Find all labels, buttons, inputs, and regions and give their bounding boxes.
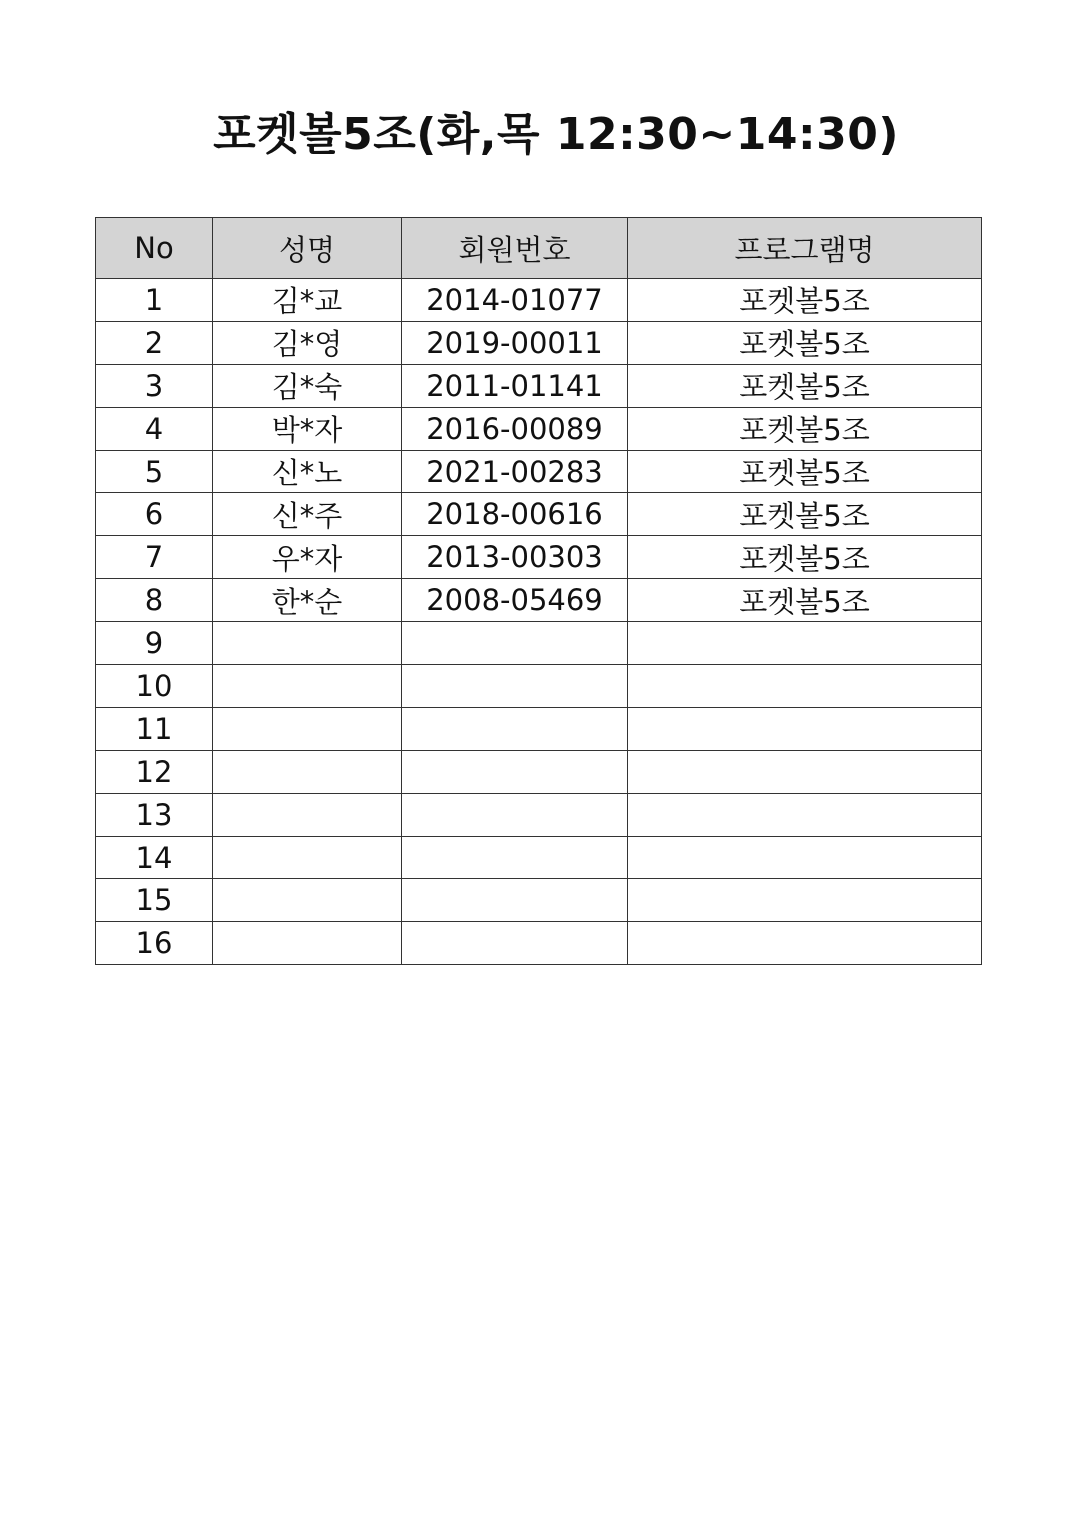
- cell-program: 포켓볼5조: [628, 321, 982, 364]
- cell-program: 포켓볼5조: [628, 536, 982, 579]
- cell-program: 포켓볼5조: [628, 493, 982, 536]
- cell-name: [213, 622, 402, 665]
- cell-name: 신*노: [213, 450, 402, 493]
- cell-name: 우*자: [213, 536, 402, 579]
- table-row: [96, 579, 982, 622]
- cell-name: 신*주: [213, 493, 402, 536]
- cell-member-no: 2016-00089: [402, 407, 628, 450]
- cell-name: 김*교: [213, 279, 402, 322]
- cell-no: 3: [96, 364, 213, 407]
- cell-member-no: [402, 665, 628, 708]
- cell-no: 6: [96, 493, 213, 536]
- cell-program: [628, 793, 982, 836]
- roster-table: [95, 217, 982, 965]
- table-row: [96, 879, 982, 922]
- cell-no: 5: [96, 450, 213, 493]
- cell-no: 1: [96, 279, 213, 322]
- table-row: [96, 279, 982, 322]
- table-row: [96, 407, 982, 450]
- page-title: 포켓볼5조(화,목 12:30~14:30): [213, 109, 899, 160]
- cell-name: 김*숙: [213, 364, 402, 407]
- cell-program: [628, 922, 982, 965]
- cell-no: 12: [96, 750, 213, 793]
- cell-no: 9: [96, 622, 213, 665]
- cell-name: 박*자: [213, 407, 402, 450]
- cell-no: 7: [96, 536, 213, 579]
- cell-member-no: [402, 922, 628, 965]
- table-row: [96, 836, 982, 879]
- header-name: 성명: [213, 218, 402, 279]
- table-row: [96, 536, 982, 579]
- table-row: [96, 750, 982, 793]
- cell-name: [213, 793, 402, 836]
- cell-member-no: [402, 793, 628, 836]
- header-no: No: [96, 218, 213, 279]
- cell-no: 10: [96, 665, 213, 708]
- cell-member-no: 2011-01141: [402, 364, 628, 407]
- cell-name: [213, 879, 402, 922]
- cell-member-no: [402, 750, 628, 793]
- cell-member-no: 2018-00616: [402, 493, 628, 536]
- cell-no: 8: [96, 579, 213, 622]
- cell-name: [213, 836, 402, 879]
- cell-no: 16: [96, 922, 213, 965]
- header-program: 프로그램명: [628, 218, 982, 279]
- table-row: [96, 450, 982, 493]
- cell-member-no: [402, 707, 628, 750]
- cell-no: 13: [96, 793, 213, 836]
- table-row: [96, 665, 982, 708]
- cell-name: [213, 750, 402, 793]
- table-header-row: [96, 218, 982, 279]
- table-row: [96, 922, 982, 965]
- cell-name: [213, 665, 402, 708]
- cell-program: [628, 879, 982, 922]
- cell-name: 김*영: [213, 321, 402, 364]
- cell-no: 15: [96, 879, 213, 922]
- cell-member-no: 2014-01077: [402, 279, 628, 322]
- cell-member-no: [402, 836, 628, 879]
- cell-program: [628, 622, 982, 665]
- cell-program: 포켓볼5조: [628, 407, 982, 450]
- cell-program: 포켓볼5조: [628, 579, 982, 622]
- table-row: [96, 622, 982, 665]
- table-row: [96, 793, 982, 836]
- cell-member-no: [402, 879, 628, 922]
- cell-program: 포켓볼5조: [628, 450, 982, 493]
- cell-program: [628, 665, 982, 708]
- cell-no: 4: [96, 407, 213, 450]
- cell-member-no: [402, 622, 628, 665]
- cell-member-no: 2021-00283: [402, 450, 628, 493]
- cell-program: [628, 750, 982, 793]
- cell-no: 14: [96, 836, 213, 879]
- cell-member-no: 2013-00303: [402, 536, 628, 579]
- cell-program: 포켓볼5조: [628, 279, 982, 322]
- cell-program: 포켓볼5조: [628, 364, 982, 407]
- cell-member-no: 2008-05469: [402, 579, 628, 622]
- cell-no: 11: [96, 707, 213, 750]
- cell-name: [213, 922, 402, 965]
- cell-program: [628, 836, 982, 879]
- cell-name: [213, 707, 402, 750]
- cell-name: 한*순: [213, 579, 402, 622]
- table-row: [96, 364, 982, 407]
- cell-program: [628, 707, 982, 750]
- header-member-no: 회원번호: [402, 218, 628, 279]
- table-row: [96, 493, 982, 536]
- cell-member-no: 2019-00011: [402, 321, 628, 364]
- cell-no: 2: [96, 321, 213, 364]
- table-row: [96, 707, 982, 750]
- table-row: [96, 321, 982, 364]
